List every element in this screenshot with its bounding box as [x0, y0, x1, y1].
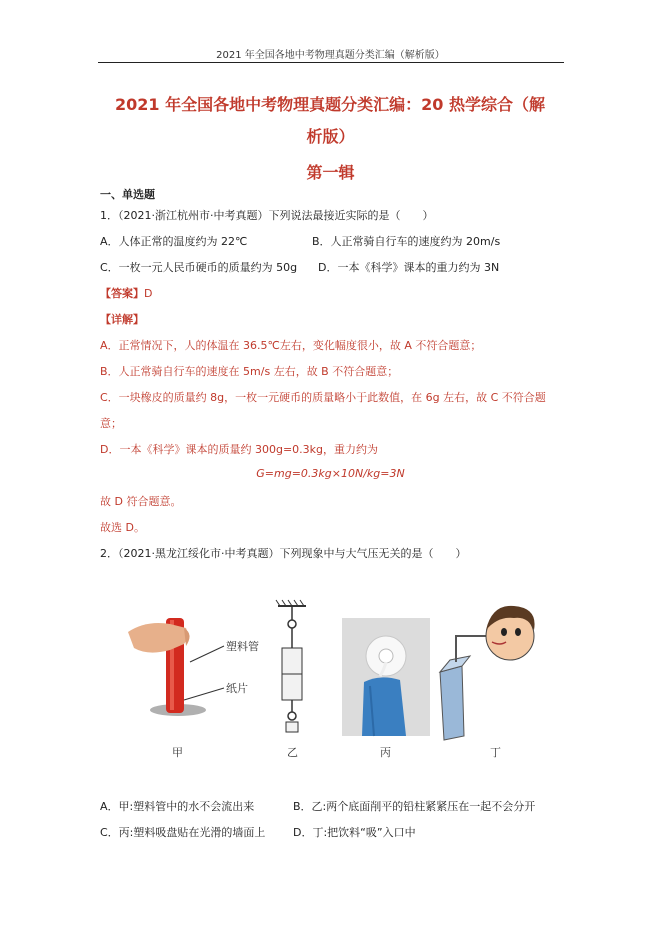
conclusion-1: 故 D 符合题意。 — [100, 495, 182, 508]
explain-d: D．一本《科学》课本的质量约 300g=0.3kg，重力约为 — [100, 443, 379, 456]
answer-label: 【答案】 — [100, 287, 144, 300]
figure-yi — [276, 600, 306, 732]
explain-a: A．正常情况下，人的体温在 36.5℃左右，变化幅度很小，故 A 不符合题意； — [100, 339, 482, 352]
answer-value: D — [144, 287, 153, 300]
page-header: 2021 年全国各地中考物理真题分类汇编（解析版） — [216, 50, 445, 61]
detail-label: 【详解】 — [100, 313, 144, 326]
caption-jia: 甲 — [172, 746, 183, 759]
q1-option-d: D．一本《科学》课本的重力约为 3N — [318, 261, 500, 274]
doc-subtitle: 第一辑 — [306, 163, 355, 182]
q1-option-a: A．人体正常的温度约为 22℃ — [100, 235, 248, 248]
gravity-formula: G=mg=0.3kg×10N/kg=3N — [256, 467, 405, 480]
doc-title-line1: 2021 年全国各地中考物理真题分类汇编：20 热学综合（解 — [115, 95, 545, 114]
figure-ding — [440, 606, 535, 740]
caption-yi: 乙 — [287, 746, 298, 759]
q1-option-b: B．人正常骑自行车的速度约为 20m/s — [312, 235, 501, 248]
conclusion-2: 故选 D。 — [100, 521, 145, 534]
q1-option-c: C．一枚一元人民币硬币的质量约为 50g — [100, 261, 298, 274]
label-paper: 纸片 — [226, 682, 248, 695]
q2-figures — [100, 590, 560, 760]
q2-stem: 2．（2021·黑龙江绥化市·中考真题）下列现象中与大气压无关的是（ ） — [100, 547, 467, 560]
explain-c-line2: 意； — [100, 417, 122, 430]
label-plastic-tube: 塑料管 — [226, 640, 259, 653]
section-heading: 一、单选题 — [100, 188, 155, 201]
caption-ding: 丁 — [490, 746, 501, 759]
q1-stem: 1．（2021·浙江杭州市·中考真题）下列说法最接近实际的是（ ） — [100, 209, 434, 222]
header-rule — [98, 62, 564, 63]
figure-jia — [128, 618, 259, 716]
q2-option-d: D．丁:把饮料“吸”入口中 — [293, 826, 416, 839]
q2-option-b: B．乙:两个底面削平的铅柱紧紧压在一起不会分开 — [293, 800, 536, 813]
figure-bing — [342, 618, 430, 736]
caption-bing: 丙 — [380, 746, 391, 759]
q1-answer — [100, 285, 152, 301]
q2-option-c: C．丙:塑料吸盘贴在光滑的墙面上 — [100, 826, 266, 839]
explain-c-line1: C．一块橡皮的质量约 8g，一枚一元硬币的质量略小于此数值，在 6g 左右，故 C 不符合题 — [100, 391, 546, 404]
q2-option-a: A．甲:塑料管中的水不会流出来 — [100, 800, 255, 813]
explain-b: B．人正常骑自行车的速度在 5m/s 左右，故 B 不符合题意； — [100, 365, 399, 378]
doc-title-line2: 析版） — [306, 127, 355, 146]
